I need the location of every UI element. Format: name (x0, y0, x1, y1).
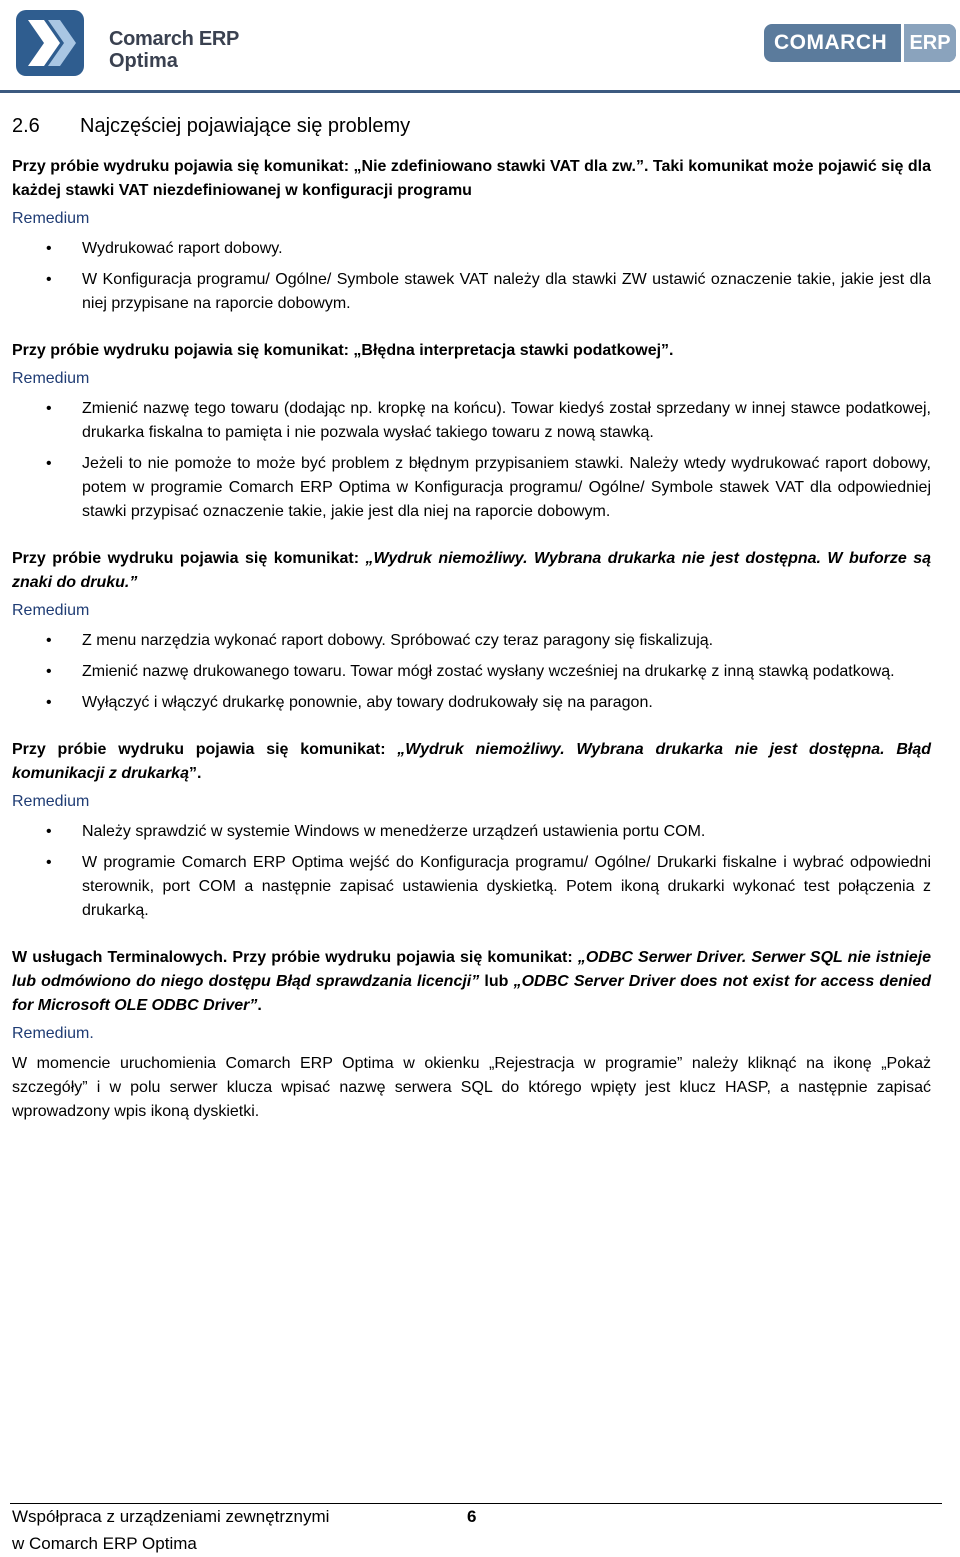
list-item: • Jeżeli to nie pomoże to może być problem z błędnym przypisaniem stawki. Należy wtedy wydrukować raport dobowy, potem w programie Comarch ERP Optima w Konfiguracja programu/ Ogólne/ Symbole stawek VAT dla odpowiedniej stawki przypisać oznaczenie takie, jakie jest dla niej na raporcie dobowym. (12, 452, 931, 524)
comarch-erp-optima-logo (14, 8, 314, 80)
section-number: 2.6 (12, 115, 40, 137)
comarch-erp-badge (764, 24, 956, 62)
list-item: • Zmienić nazwę drukowanego towaru. Towar mógł zostać wysłany wcześniej na drukarkę z inną stawką podatkową. (12, 660, 931, 684)
logo-line1: Comarch ERP (109, 28, 240, 50)
brand-right: ERP (901, 24, 956, 62)
problem-2-list (12, 397, 931, 524)
list-item: • W Konfiguracja programu/ Ogólne/ Symbole stawek VAT należy dla stawki ZW ustawić oznaczenie takie, jakie jest dla niej przypisane na raporcie dobowym. (12, 268, 931, 316)
brand-left: COMARCH (774, 31, 888, 54)
page-number: 6 (467, 1507, 477, 1526)
problem-4-list (12, 820, 931, 923)
problem-1-question: Przy próbie wydruku pojawia się komunikat: „Nie zdefiniowano stawki VAT dla zw.”. Taki komunikat może pojawić się dla każdej stawki VAT niezdefiniowanej w konfiguracji programu (12, 158, 931, 199)
header-divider (0, 90, 960, 93)
list-item: • Z menu narzędzia wykonać raport dobowy. Spróbować czy teraz paragony się fiskalizują. (12, 629, 931, 653)
problem-5-body: W momencie uruchomienia Comarch ERP Optima w okienku „Rejestracja w programie” należy kliknąć na ikonę „Pokaż szczegóły” i w polu serwer klucza wpisać nazwę serwera SQL do którego wpięty jest klucz HASP, a następnie zapisać wprowadzony wpis ikoną dyskietki. (12, 1055, 931, 1120)
problem-4-question: Przy próbie wydruku pojawia się komunikat: „Wydruk niemożliwy. Wybrana drukarka nie jest dostępna. Błąd komunikacji z drukarką”. (12, 741, 931, 782)
problem-2-remedium: Remedium (12, 370, 90, 387)
section-title: Najczęściej pojawiające się problemy (80, 115, 411, 137)
logo-line2: Optima (109, 50, 178, 72)
footer-divider (10, 1503, 942, 1504)
footer-title-line2: w Comarch ERP Optima (12, 1534, 197, 1553)
problem-4-remedium: Remedium (12, 793, 90, 810)
section-heading (12, 114, 931, 138)
problem-3-remedium: Remedium (12, 602, 90, 619)
optima-logo-icon (14, 8, 86, 78)
problem-1-list (12, 237, 931, 316)
list-item: • Zmienić nazwę tego towaru (dodając np. kropkę na końcu). Towar kiedyś został sprzedany w innej stawce podatkowej, drukarka fiskalna to pamięta i nie pozwala wysłać takiego towaru z nową stawką. (12, 397, 931, 445)
problem-3-list (12, 629, 931, 715)
problem-3-question: Przy próbie wydruku pojawia się komunikat: „Wydruk niemożliwy. Wybrana drukarka nie jest dostępna. W buforze są znaki do druku.” (12, 550, 932, 591)
document-body (12, 114, 931, 1124)
list-item: • W programie Comarch ERP Optima wejść do Konfiguracja programu/ Ogólne/ Drukarki fiskalne i wybrać odpowiedni sterownik, port COM a następnie zapisać ustawienia dyskietką. Potem ikoną drukarki wykonać test połączenia z drukarką. (12, 851, 931, 923)
problem-5-question: W usługach Terminalowych. Przy próbie wydruku pojawia się komunikat: „ODBC Serwer Driver. Serwer SQL nie istnieje lub odmówiono do niego dostępu Błąd sprawdzania licencji” lub „ODBC Server Driver does not exist for access denied for Microsoft OLE ODBC Driver”. (12, 949, 931, 1014)
footer-title-line1: Współpraca z urządzeniami zewnętrznymi (12, 1507, 330, 1526)
problem-5-remedium: Remedium. (12, 1025, 94, 1042)
list-item: • Wydrukować raport dobowy. (12, 237, 931, 261)
problem-1-remedium: Remedium (12, 210, 90, 227)
list-item: • Należy sprawdzić w systemie Windows w menedżerze urządzeń ustawienia portu COM. (12, 820, 931, 844)
list-item: • Wyłączyć i włączyć drukarkę ponownie, aby towary dodrukowały się na paragon. (12, 691, 931, 715)
problem-2-question: Przy próbie wydruku pojawia się komunikat: „Błędna interpretacja stawki podatkowej”. (12, 342, 674, 359)
